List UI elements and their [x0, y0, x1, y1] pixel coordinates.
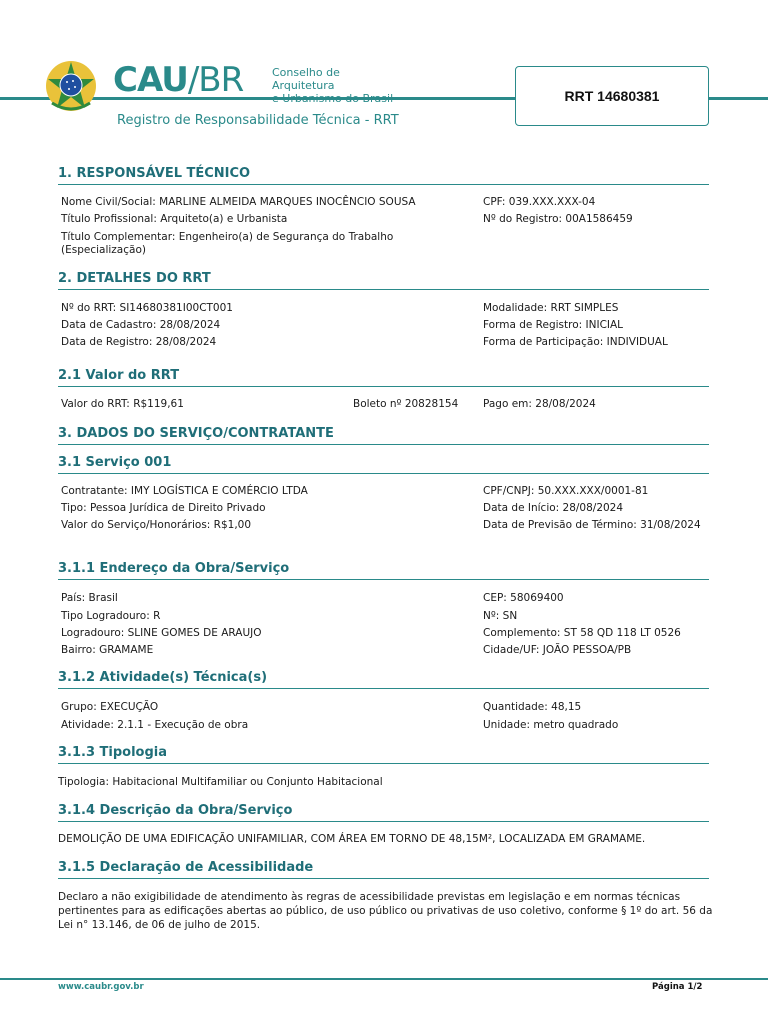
- brazil-coat-of-arms-icon: [44, 59, 98, 113]
- footer-divider: [0, 978, 768, 980]
- field-atividade: Atividade: 2.1.1 - Execução de obra: [61, 719, 249, 731]
- rrt-number: RRT 14680381: [564, 88, 660, 104]
- field-tipo-logradouro: Tipo Logradouro: R: [61, 610, 161, 622]
- rrt-number-box: [515, 66, 709, 126]
- field-forma-registro: Forma de Registro: INICIAL: [483, 319, 624, 331]
- section-heading-endereco: 3.1.1 Endereço da Obra/Serviço: [58, 561, 709, 580]
- section-heading-detalhes: 2. DETALHES DO RRT: [58, 271, 709, 290]
- field-boleto: Boleto nº 20828154: [353, 398, 459, 410]
- field-titulo-complementar: Título Complementar: Engenheiro(a) de Segurança do Trabalho: [61, 231, 394, 243]
- field-titulo-profissional: Título Profissional: Arquiteto(a) e Urbanista: [61, 213, 288, 225]
- footer-website-link[interactable]: www.caubr.gov.br: [58, 982, 144, 992]
- field-cpf: CPF: 039.XXX.XXX-04: [483, 196, 596, 208]
- section-heading-valor-rrt: 2.1 Valor do RRT: [58, 368, 709, 387]
- document-title: Registro de Responsabilidade Técnica - RRT: [117, 113, 399, 128]
- section-heading-responsavel: 1. RESPONSÁVEL TÉCNICO: [58, 166, 709, 185]
- field-pais: País: Brasil: [61, 592, 118, 604]
- field-valor-rrt: Valor do RRT: R$119,61: [61, 398, 184, 410]
- field-valor-servico: Valor do Serviço/Honorários: R$1,00: [61, 519, 252, 531]
- section-heading-servico-001: 3.1 Serviço 001: [58, 455, 709, 474]
- field-unidade: Unidade: metro quadrado: [483, 719, 619, 731]
- field-titulo-complementar-cont: (Especialização): [61, 244, 146, 256]
- brand-subtitle: Conselho de Arquitetura e Urbanismo do Brasil: [272, 66, 394, 105]
- brand-logo-text: CAU/BR: [113, 60, 244, 100]
- field-contratante: Contratante: IMY LOGÍSTICA E COMÉRCIO LTDA: [61, 485, 308, 497]
- field-data-termino: Data de Previsão de Término: 31/08/2024: [483, 519, 701, 531]
- field-cpf-cnpj: CPF/CNPJ: 50.XXX.XXX/0001-81: [483, 485, 649, 497]
- section-heading-dados-servico: 3. DADOS DO SERVIÇO/CONTRATANTE: [58, 426, 709, 445]
- field-modalidade: Modalidade: RRT SIMPLES: [483, 302, 619, 314]
- field-pago-em: Pago em: 28/08/2024: [483, 398, 596, 410]
- field-data-cadastro: Data de Cadastro: 28/08/2024: [61, 319, 221, 331]
- field-quantidade: Quantidade: 48,15: [483, 701, 582, 713]
- field-cidade-uf: Cidade/UF: JOÃO PESSOA/PB: [483, 644, 632, 656]
- field-forma-participacao: Forma de Participação: INDIVIDUAL: [483, 336, 668, 348]
- field-numero-endereco: Nº: SN: [483, 610, 518, 622]
- page-number: Página 1/2: [652, 982, 703, 992]
- field-logradouro: Logradouro: SLINE GOMES DE ARAUJO: [61, 627, 262, 639]
- field-bairro: Bairro: GRAMAME: [61, 644, 154, 656]
- field-numero-registro: Nº do Registro: 00A1586459: [483, 213, 633, 225]
- field-grupo: Grupo: EXECUÇÃO: [61, 701, 159, 713]
- field-cep: CEP: 58069400: [483, 592, 564, 604]
- field-tipologia: Tipologia: Habitacional Multifamiliar ou Conjunto Habitacional: [58, 776, 383, 788]
- field-numero-rrt: Nº do RRT: SI14680381I00CT001: [61, 302, 233, 314]
- field-declaracao-acessibilidade: Declaro a não exigibilidade de atendimento às regras de acessibilidade previstas em legislação e em normas técnicas pertinentes para as edificações abertas ao público, de uso público ou privativas de uso coletivo, conforme § 1º do art. 56 da Lei n° 13.146, de 06 de julho de 2015.: [58, 891, 713, 931]
- section-heading-atividades: 3.1.2 Atividade(s) Técnica(s): [58, 670, 709, 689]
- section-heading-tipologia: 3.1.3 Tipologia: [58, 745, 709, 764]
- field-data-registro: Data de Registro: 28/08/2024: [61, 336, 217, 348]
- field-complemento: Complemento: ST 58 QD 118 LT 0526: [483, 627, 681, 639]
- field-descricao: DEMOLIÇÃO DE UMA EDIFICAÇÃO UNIFAMILIAR, COM ÁREA EM TORNO DE 48,15M², LOCALIZADA EM GRAMAME.: [58, 833, 646, 845]
- field-data-inicio: Data de Início: 28/08/2024: [483, 502, 624, 514]
- section-heading-acessibilidade: 3.1.5 Declaração de Acessibilidade: [58, 860, 709, 879]
- section-heading-descricao: 3.1.4 Descrição da Obra/Serviço: [58, 803, 709, 822]
- field-tipo: Tipo: Pessoa Jurídica de Direito Privado: [61, 502, 266, 514]
- field-nome: Nome Civil/Social: MARLINE ALMEIDA MARQUES INOCÊNCIO SOUSA: [61, 196, 416, 208]
